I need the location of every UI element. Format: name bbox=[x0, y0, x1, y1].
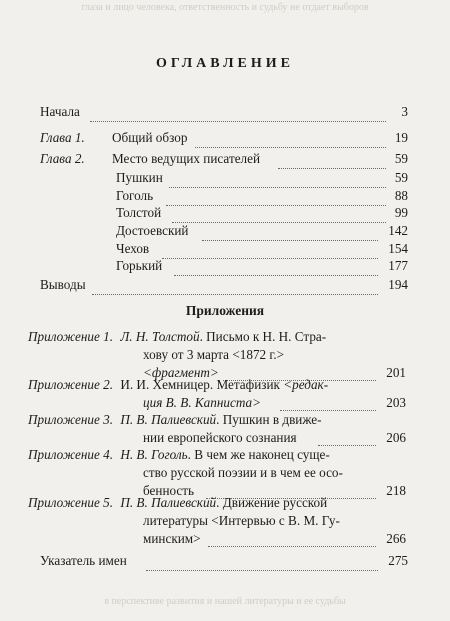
toc-row[interactable] bbox=[40, 276, 408, 294]
appendix-entry-2[interactable] bbox=[28, 376, 406, 412]
appendix-title-cont: минским> bbox=[143, 531, 201, 546]
appendix-title-cont: ция В. В. Капниста> bbox=[143, 395, 262, 410]
toc-page: 59 bbox=[394, 151, 408, 166]
appendix-entry-3[interactable] bbox=[28, 411, 406, 447]
appendix-prefix: Приложение 1. bbox=[28, 329, 114, 344]
appendix-entry-1[interactable] bbox=[28, 328, 406, 382]
toc-row[interactable] bbox=[40, 103, 408, 121]
toc-prefix: Глава 2. bbox=[40, 151, 85, 166]
appendix-prefix: Приложение 5. bbox=[28, 495, 114, 510]
toc-page: 275 bbox=[388, 553, 408, 568]
appendix-page: 201 bbox=[386, 365, 406, 380]
leader-dots bbox=[195, 129, 386, 148]
leader-dots bbox=[146, 552, 378, 571]
toc-label: Место ведущих писателей bbox=[112, 151, 261, 166]
appendix-prefix: Приложение 4. bbox=[28, 447, 114, 462]
toc-row[interactable] bbox=[116, 169, 408, 187]
page-title: ОГЛАВЛЕНИЕ bbox=[156, 56, 294, 71]
appendix-title: . Письмо к Н. Н. Стра- bbox=[199, 329, 327, 344]
toc-row[interactable] bbox=[40, 150, 408, 168]
toc-row[interactable] bbox=[40, 129, 408, 147]
toc-row[interactable] bbox=[116, 257, 408, 275]
appendix-title-cont: хову от 3 марта <1872 г.> bbox=[143, 347, 285, 362]
appendix-page: 266 bbox=[386, 531, 406, 546]
leader-dots bbox=[202, 222, 378, 241]
leader-dots bbox=[318, 429, 376, 446]
toc-label: Горький bbox=[116, 258, 163, 273]
toc-page: 59 bbox=[394, 170, 408, 185]
leader-dots bbox=[278, 150, 386, 169]
appendix-title: . Пушкин в движе- bbox=[216, 412, 322, 427]
leader-dots bbox=[92, 276, 378, 295]
toc-label: Пушкин bbox=[116, 170, 163, 185]
appendix-author: Л. Н. Толстой bbox=[120, 329, 200, 344]
toc-label: Начала bbox=[40, 104, 80, 119]
appendix-title-cont: ство русской поэзии и в чем ее осо- bbox=[143, 465, 343, 480]
appendix-title: И. И. Хемницер. Метафизик bbox=[120, 377, 284, 392]
appendix-page: 218 bbox=[386, 483, 406, 498]
bleed-through-text-bottom: в перспективе развития и нашей литературы и ее судьбы bbox=[104, 596, 346, 607]
appendix-entry-5[interactable] bbox=[28, 494, 406, 548]
appendix-page: 206 bbox=[386, 430, 406, 445]
appendix-title-cont: бенность bbox=[143, 483, 195, 498]
toc-row[interactable] bbox=[116, 222, 408, 240]
appendix-title-cont: <фрагмент> bbox=[143, 365, 219, 380]
toc-label: Общий обзор bbox=[112, 130, 188, 145]
appendix-title: . Движение русской bbox=[216, 495, 328, 510]
toc-page: 154 bbox=[388, 241, 408, 256]
leader-dots bbox=[174, 257, 378, 276]
bleed-through-text-top: глаза и лицо человека, ответственность и судьбу не отдает выборов bbox=[81, 2, 369, 13]
appendix-author: П. В. Палиевский bbox=[120, 412, 217, 427]
toc-page: 177 bbox=[388, 258, 408, 273]
appendix-prefix: Приложение 3. bbox=[28, 412, 114, 427]
toc-page: 142 bbox=[388, 223, 408, 238]
toc-page: 3 bbox=[401, 104, 408, 119]
toc-label: Выводы bbox=[40, 277, 86, 292]
toc-row[interactable] bbox=[116, 204, 408, 222]
toc-label: Чехов bbox=[116, 241, 150, 256]
appendix-entry-4[interactable] bbox=[28, 446, 406, 500]
leader-dots bbox=[280, 394, 376, 411]
leader-dots bbox=[90, 103, 386, 122]
toc-label: Указатель имен bbox=[40, 553, 127, 568]
toc-page: 19 bbox=[394, 130, 408, 145]
appendix-author: Н. В. Гоголь bbox=[120, 447, 188, 462]
appendix-title-italic: <редак- bbox=[283, 377, 329, 392]
appendix-title: . В чем же наконец суще- bbox=[187, 447, 330, 462]
toc-label: Гоголь bbox=[116, 188, 154, 203]
toc-prefix: Глава 1. bbox=[40, 130, 85, 145]
toc-page: 88 bbox=[394, 188, 408, 203]
toc-row[interactable] bbox=[116, 240, 408, 258]
leader-dots bbox=[208, 530, 376, 547]
appendix-heading: Приложения bbox=[185, 303, 265, 318]
appendix-author: П. В. Палиевский bbox=[120, 495, 217, 510]
toc-label: Толстой bbox=[116, 205, 162, 220]
leader-dots bbox=[169, 169, 386, 188]
toc-page: 194 bbox=[388, 277, 408, 292]
leader-dots bbox=[172, 204, 386, 223]
toc-row[interactable] bbox=[116, 187, 408, 205]
appendix-title-cont: нии европейского сознания bbox=[143, 430, 297, 445]
toc-page: 99 bbox=[394, 205, 408, 220]
appendix-prefix: Приложение 2. bbox=[28, 377, 114, 392]
toc-label: Достоевский bbox=[116, 223, 189, 238]
appendix-page: 203 bbox=[386, 395, 406, 410]
toc-row-index[interactable] bbox=[40, 552, 408, 570]
appendix-title-cont: литературы <Интервью с В. М. Гу- bbox=[143, 513, 340, 528]
